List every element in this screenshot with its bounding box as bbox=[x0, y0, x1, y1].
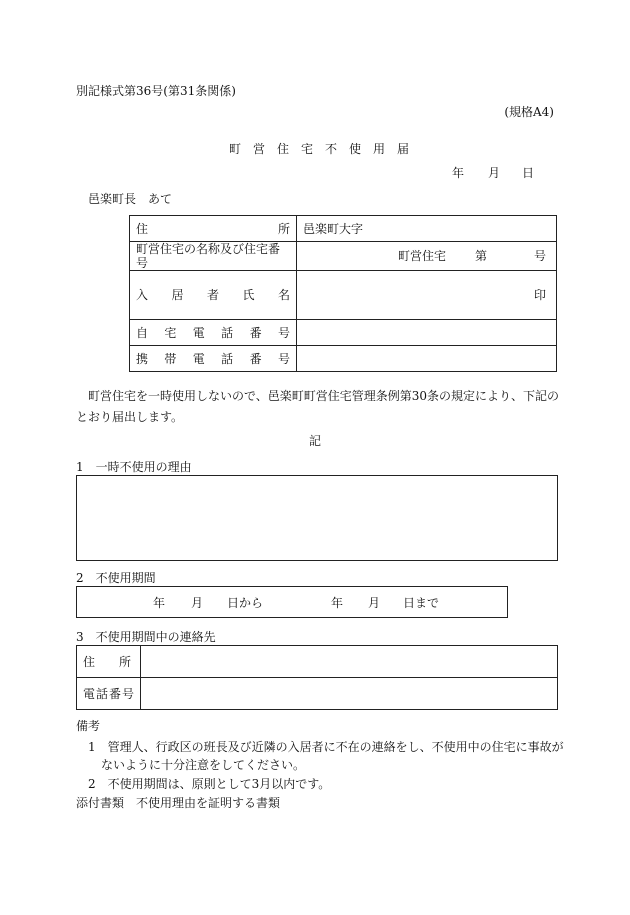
label-char: 住 bbox=[136, 221, 149, 236]
label-char: 所 bbox=[118, 654, 131, 669]
label-char: 番 bbox=[108, 686, 121, 701]
resident-value-cell[interactable] bbox=[297, 271, 557, 320]
label-char: 話 bbox=[95, 686, 108, 701]
contact-address-label bbox=[83, 655, 134, 669]
section-2-title: 2 不使用期間 bbox=[76, 571, 156, 585]
body-line-2: とおり届出します。 bbox=[76, 410, 184, 424]
note-1-line-1: 1 管理人、行政区の班長及び近隣の入居者に不在の連絡をし、不使用中の住宅に事故が bbox=[88, 740, 564, 754]
period-day-until: 日まで bbox=[403, 596, 440, 610]
period-year-1: 年 bbox=[153, 596, 166, 610]
housing-dai: 第 bbox=[475, 249, 488, 263]
contact-address-label-cell bbox=[77, 646, 141, 678]
seal-mark: 印 bbox=[533, 288, 546, 302]
label-char: 住 bbox=[83, 654, 96, 669]
address-label-cell bbox=[130, 216, 297, 242]
housing-name: 町営住宅 bbox=[398, 249, 447, 263]
label-char: 号 bbox=[277, 325, 290, 340]
notes-heading: 備考 bbox=[76, 719, 101, 733]
contact-address-value-cell[interactable] bbox=[141, 646, 558, 678]
address-value-cell[interactable] bbox=[297, 216, 557, 242]
label-char: 電 bbox=[192, 325, 205, 340]
body-line-1: 町営住宅を一時使用しないので、邑楽町町営住宅管理条例第30条の規定により、下記の bbox=[88, 389, 560, 403]
size-note: (規格A4) bbox=[504, 105, 554, 119]
label-char: 携 bbox=[136, 351, 149, 366]
contact-phone-label bbox=[83, 687, 134, 701]
contact-table bbox=[76, 645, 558, 710]
note-2: 2 不使用期間は、原則として3月以内です。 bbox=[88, 777, 331, 791]
mobile-label bbox=[136, 352, 290, 366]
addressee: 邑楽町長 あて bbox=[88, 192, 173, 206]
home-phone-value-cell[interactable] bbox=[297, 320, 557, 346]
contact-phone-label-cell bbox=[77, 678, 141, 710]
label-char: 号 bbox=[121, 686, 134, 701]
label-char: 話 bbox=[221, 325, 234, 340]
label-char: 電 bbox=[83, 686, 96, 701]
label-char: 者 bbox=[206, 288, 219, 302]
period-month-2: 月 bbox=[368, 596, 381, 610]
date-month: 月 bbox=[488, 166, 501, 180]
label-char: 氏 bbox=[242, 288, 255, 302]
label-char: 入 bbox=[136, 288, 149, 302]
section-3-title: 3 不使用期間中の連絡先 bbox=[76, 630, 216, 644]
address-label bbox=[136, 222, 290, 236]
form-number: 別記様式第36号(第31条関係) bbox=[76, 84, 236, 98]
period-year-2: 年 bbox=[331, 596, 344, 610]
label-char: 話 bbox=[221, 351, 234, 366]
label-char: 宅 bbox=[164, 325, 177, 340]
period-month-1: 月 bbox=[191, 596, 204, 610]
ki-heading: 記 bbox=[309, 434, 322, 448]
label-char: 所 bbox=[277, 221, 290, 236]
housing-label-cell bbox=[130, 242, 297, 271]
contact-phone-value-cell[interactable] bbox=[141, 678, 558, 710]
label-char: 電 bbox=[192, 351, 205, 366]
section-1-title: 1 一時不使用の理由 bbox=[76, 460, 192, 474]
label-char: 自 bbox=[136, 325, 149, 340]
label-char: 番 bbox=[249, 325, 262, 340]
period-day-from: 日から bbox=[227, 596, 264, 610]
attachment-note: 添付書類 不使用理由を証明する書類 bbox=[76, 796, 281, 810]
home-phone-label bbox=[136, 326, 290, 340]
resident-label-cell bbox=[130, 271, 297, 320]
reason-box[interactable] bbox=[76, 475, 558, 561]
home-phone-label-cell bbox=[130, 320, 297, 346]
label-char: 号 bbox=[277, 351, 290, 366]
page-title: 町営住宅不使用届 bbox=[229, 142, 422, 156]
label-char: 名 bbox=[277, 288, 290, 302]
date-year: 年 bbox=[452, 166, 465, 180]
address-value: 邑楽町大字 bbox=[303, 221, 364, 236]
housing-label: 町営住宅の名称及び住宅番号 bbox=[136, 242, 281, 270]
housing-go: 号 bbox=[533, 249, 546, 263]
mobile-label-cell bbox=[130, 346, 297, 372]
period-box[interactable] bbox=[76, 586, 508, 618]
resident-label bbox=[136, 288, 290, 302]
housing-value-cell[interactable] bbox=[297, 242, 557, 271]
date-day: 日 bbox=[522, 166, 535, 180]
label-char: 番 bbox=[249, 351, 262, 366]
label-char: 居 bbox=[171, 288, 184, 302]
applicant-table bbox=[129, 215, 557, 372]
label-char: 帯 bbox=[164, 351, 177, 366]
note-1-line-2: ないように十分注意をしてください。 bbox=[101, 758, 306, 772]
mobile-value-cell[interactable] bbox=[297, 346, 557, 372]
